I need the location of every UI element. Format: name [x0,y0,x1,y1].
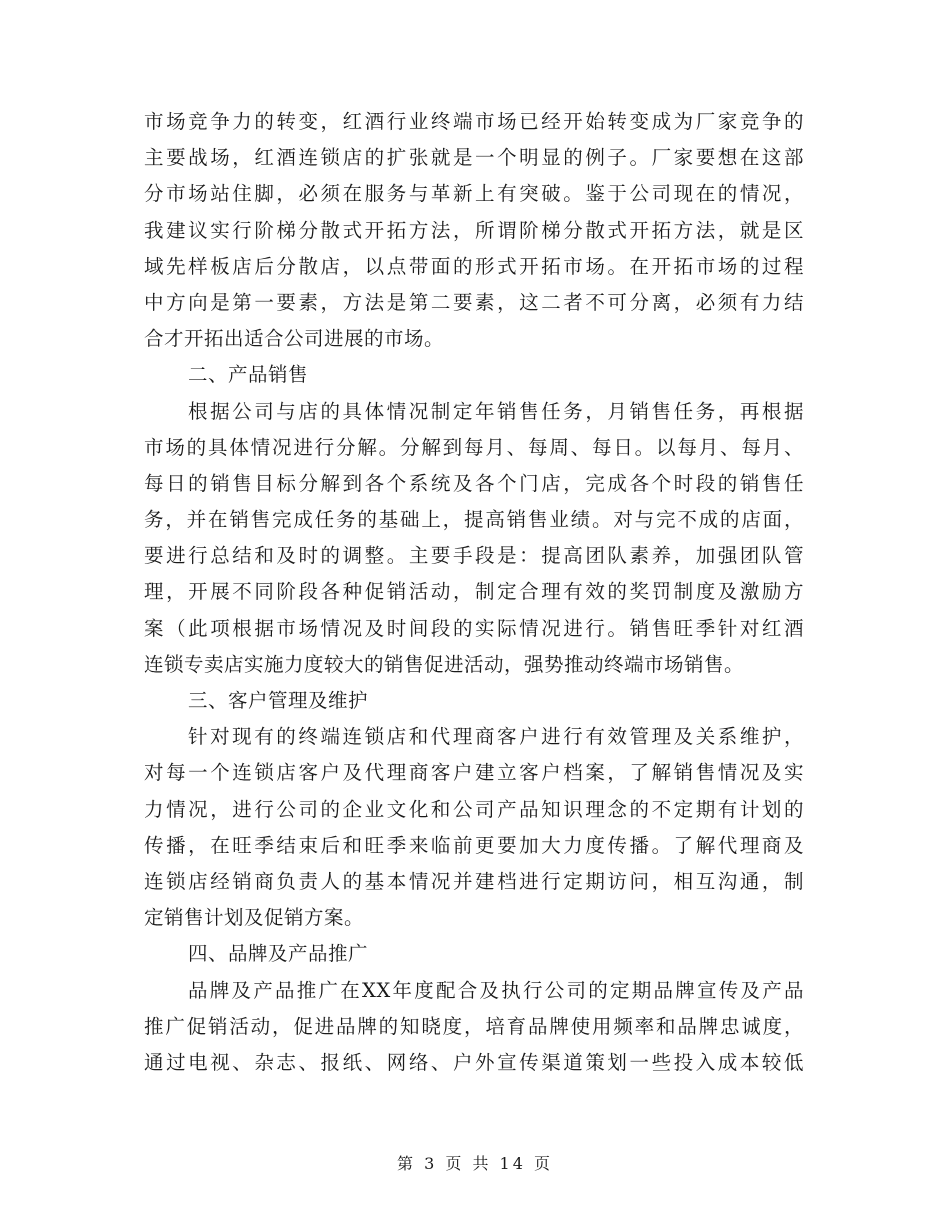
section-heading: 三、客户管理及维护 [188,689,369,712]
paragraph-line: 定销售计划及促销方案。 [144,906,365,930]
paragraph-line: 传播，在旺季结束后和旺季来临前更要加大力度传播。了解代理商及 [144,833,804,857]
document-body [144,104,804,1081]
paragraph-line: 对每一个连锁店客户及代理商客户建立客户档案，了解销售情况及实 [144,761,804,785]
section-heading: 四、品牌及产品推广 [188,942,369,966]
paragraph-line: 根据公司与店的具体情况制定年销售任务，月销售任务，再根据 [188,399,804,423]
paragraph-line: 针对现有的终端连锁店和代理商客户进行有效管理及关系维护， [188,725,804,749]
paragraph-line: 理，开展不同阶段各种促销活动，制定合理有效的奖罚制度及激励方 [144,580,804,604]
paragraph-line: 主要战场，红酒连锁店的扩张就是一个明显的例子。厂家要想在这部 [144,146,804,170]
paragraph-line: 务，并在销售完成任务的基础上，提高销售业绩。对与完不成的店面， [144,508,804,532]
paragraph-line: 市场竞争力的转变，红酒行业终端市场已经开始转变成为厂家竞争的 [144,110,804,133]
paragraph-line: 市场的具体情况进行分解。分解到每月、每周、每日。以每月、每月、 [144,435,804,459]
section-heading: 二、产品销售 [188,363,309,387]
paragraph-line: 我建议实行阶梯分散式开拓方法，所谓阶梯分散式开拓方法，就是区 [144,218,804,242]
paragraph-line: 分市场站住脚，必须在服务与革新上有突破。鉴于公司现在的情况， [144,182,804,206]
paragraph-line: 通过电视、杂志、报纸、网络、户外宣传渠道策划一些投入成本较低 [144,1050,804,1074]
paragraph-line: 合才开拓出适合公司进展的市场。 [144,327,445,351]
paragraph-line: 连锁店经销商负责人的基本情况并建档进行定期访问，相互沟通，制 [144,869,804,893]
paragraph-line: 连锁专卖店实施力度较大的销售促进活动，强势推动终端市场销售。 [144,652,745,676]
paragraph-line: 推广促销活动，促进品牌的知晓度，培育品牌使用频率和品牌忠诚度， [144,1014,804,1038]
paragraph-line: 品牌及产品推广在XX年度配合及执行公司的定期品牌宣传及产品 [188,978,804,1002]
paragraph-line: 每日的销售目标分解到各个系统及各个门店，完成各个时段的销售任 [144,471,804,495]
paragraph-line: 力情况，进行公司的企业文化和公司产品知识理念的不定期有计划的 [144,797,804,821]
paragraph-line: 域先样板店后分散店，以点带面的形式开拓市场。在开拓市场的过程 [144,254,804,278]
paragraph-line: 案（此项根据市场情况及时间段的实际情况进行。销售旺季针对红酒 [144,616,804,640]
paragraph-line: 要进行总结和及时的调整。主要手段是：提高团队素养，加强团队管 [144,544,804,568]
paragraph-line: 中方向是第一要素，方法是第二要素，这二者不可分离，必须有力结 [144,290,804,314]
page-footer: 第 3 页 共 14 页 [397,1154,553,1173]
